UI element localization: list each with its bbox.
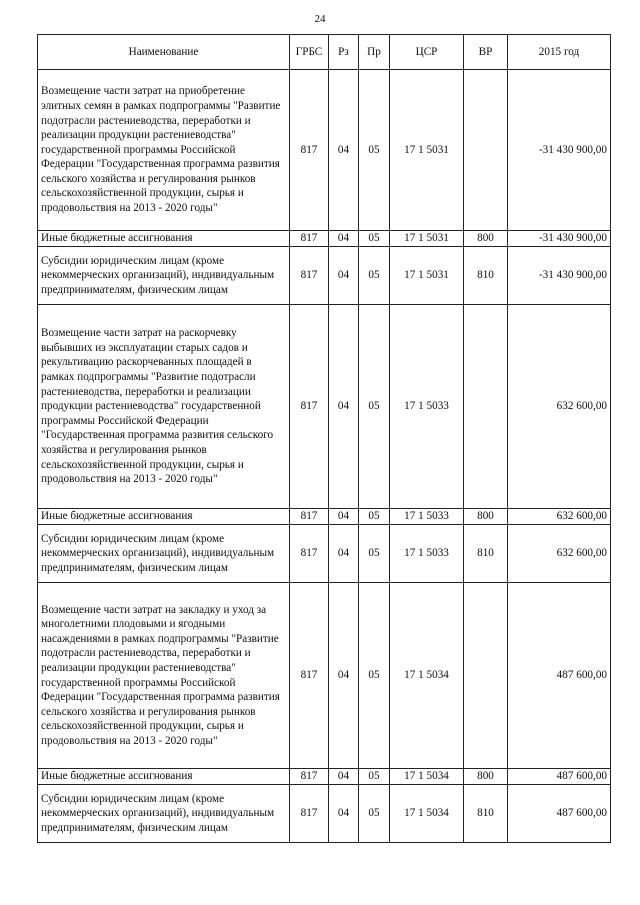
- row-pr: 05: [359, 769, 390, 785]
- row-rz: 04: [329, 70, 359, 231]
- row-amount: -31 430 900,00: [508, 247, 611, 305]
- row-vr: 810: [464, 525, 508, 583]
- row-csr: 17 1 5031: [390, 247, 464, 305]
- row-amount: 632 600,00: [508, 305, 611, 509]
- table-header-row: [38, 35, 611, 70]
- row-csr: 17 1 5034: [390, 769, 464, 785]
- row-amount: -31 430 900,00: [508, 70, 611, 231]
- row-name: Иные бюджетные ассигнования: [38, 769, 290, 785]
- table-row: [38, 525, 611, 583]
- row-pr: 05: [359, 70, 390, 231]
- row-amount: 487 600,00: [508, 769, 611, 785]
- row-pr: 05: [359, 231, 390, 247]
- budget-table: [37, 34, 611, 843]
- col-header-csr: ЦСР: [390, 35, 464, 70]
- row-pr: 05: [359, 785, 390, 843]
- table-row: [38, 247, 611, 305]
- row-grbs: 817: [290, 247, 329, 305]
- table-row: [38, 70, 611, 231]
- row-name: Возмещение части затрат на закладку и уход за многолетними плодовыми и ягодными насаждениями в рамках подпрограммы "Развитие подотрасли растениеводства, переработки и реализации продукции растениеводства" государственной программы Российской Федерации "Государственная программа развития сельского хозяйства и регулирования рынков сельскохозяйственной продукции, сырья и продовольствия на 2013 - 2020 годы": [38, 583, 290, 769]
- row-rz: 04: [329, 583, 359, 769]
- table-row: [38, 305, 611, 509]
- row-rz: 04: [329, 785, 359, 843]
- row-pr: 05: [359, 305, 390, 509]
- row-grbs: 817: [290, 785, 329, 843]
- row-csr: 17 1 5033: [390, 305, 464, 509]
- row-vr: 810: [464, 785, 508, 843]
- row-grbs: 817: [290, 70, 329, 231]
- row-vr: 800: [464, 231, 508, 247]
- row-vr: 810: [464, 247, 508, 305]
- row-rz: 04: [329, 769, 359, 785]
- row-vr: [464, 305, 508, 509]
- row-pr: 05: [359, 509, 390, 525]
- row-rz: 04: [329, 231, 359, 247]
- col-header-pr: Пр: [359, 35, 390, 70]
- row-name: Субсидии юридическим лицам (кроме некоммерческих организаций), индивидуальным предпринимателям, физическим лицам: [38, 785, 290, 843]
- row-pr: 05: [359, 583, 390, 769]
- row-name: Субсидии юридическим лицам (кроме некоммерческих организаций), индивидуальным предпринимателям, физическим лицам: [38, 525, 290, 583]
- row-grbs: 817: [290, 231, 329, 247]
- row-csr: 17 1 5031: [390, 231, 464, 247]
- row-grbs: 817: [290, 525, 329, 583]
- row-name: Возмещение части затрат на раскорчевку выбывших из эксплуатации старых садов и рекультивацию раскорчеванных площадей в рамках подпрограммы "Развитие подотрасли растениеводства, переработки и реализации продукции растениеводства" государственной программы Российской Федерации "Государственная программа развития сельского хозяйства и регулирования рынков сельскохозяйственной продукции, сырья и продовольствия на 2013 - 2020 годы": [38, 305, 290, 509]
- col-header-grbs: ГРБС: [290, 35, 329, 70]
- row-grbs: 817: [290, 769, 329, 785]
- col-header-year-2015: 2015 год: [508, 35, 611, 70]
- row-name: Возмещение части затрат на приобретение элитных семян в рамках подпрограммы "Развитие подотрасли растениеводства, переработки и реализации продукции растениеводства" государственной программы Российской Федерации "Государственная программа развития сельского хозяйства и регулирования рынков сельскохозяйственной продукции, сырья и продовольствия на 2013 - 2020 годы": [38, 70, 290, 231]
- row-grbs: 817: [290, 305, 329, 509]
- row-vr: [464, 583, 508, 769]
- row-rz: 04: [329, 509, 359, 525]
- row-amount: 487 600,00: [508, 785, 611, 843]
- row-amount: 632 600,00: [508, 525, 611, 583]
- row-csr: 17 1 5031: [390, 70, 464, 231]
- row-name: Иные бюджетные ассигнования: [38, 509, 290, 525]
- table-row: [38, 509, 611, 525]
- row-grbs: 817: [290, 509, 329, 525]
- row-rz: 04: [329, 305, 359, 509]
- table-row: [38, 785, 611, 843]
- col-header-name: Наименование: [38, 35, 290, 70]
- row-name: Иные бюджетные ассигнования: [38, 231, 290, 247]
- col-header-vr: ВР: [464, 35, 508, 70]
- page-number: 24: [314, 13, 326, 25]
- row-csr: 17 1 5034: [390, 785, 464, 843]
- row-name: Субсидии юридическим лицам (кроме некоммерческих организаций), индивидуальным предпринимателям, физическим лицам: [38, 247, 290, 305]
- row-csr: 17 1 5033: [390, 525, 464, 583]
- row-vr: [464, 70, 508, 231]
- row-rz: 04: [329, 525, 359, 583]
- row-rz: 04: [329, 247, 359, 305]
- col-header-rz: Рз: [329, 35, 359, 70]
- table-row: [38, 583, 611, 769]
- row-vr: 800: [464, 769, 508, 785]
- row-grbs: 817: [290, 583, 329, 769]
- row-pr: 05: [359, 525, 390, 583]
- table-row: [38, 231, 611, 247]
- row-csr: 17 1 5034: [390, 583, 464, 769]
- row-amount: 632 600,00: [508, 509, 611, 525]
- row-vr: 800: [464, 509, 508, 525]
- row-amount: -31 430 900,00: [508, 231, 611, 247]
- table-row: [38, 769, 611, 785]
- row-pr: 05: [359, 247, 390, 305]
- row-csr: 17 1 5033: [390, 509, 464, 525]
- row-amount: 487 600,00: [508, 583, 611, 769]
